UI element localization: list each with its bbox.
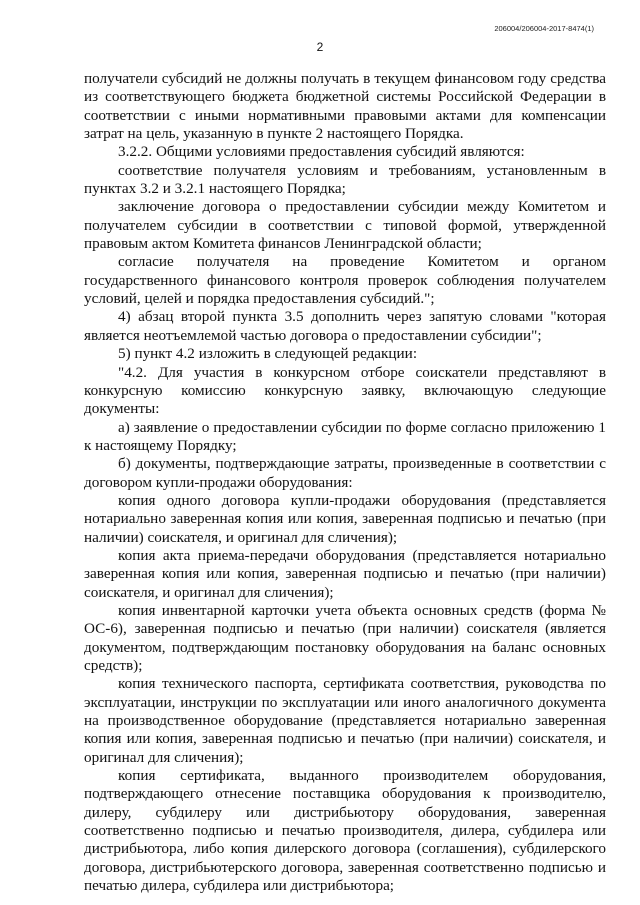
paragraph: согласие получателя на проведение Комитетом и органом государственного финансового контроля проверок соблюдения получателем условий, целей и порядка предоставления субсидий."; (84, 253, 606, 308)
paragraph: получатели субсидий не должны получать в текущем финансовом году средства из соответствующего бюджета бюджетной системы Российской Федерации в соответствии с иными нормативными правовыми актами для компенсации затрат на цель, указанную в пункте 2 настоящего Порядка. (84, 70, 606, 143)
paragraph: соответствие получателя условиям и требованиям, установленным в пунктах 3.2 и 3.2.1 настоящего Порядка; (84, 161, 606, 198)
paragraph: 4) абзац второй пункта 3.5 дополнить через запятую словами "которая является неотъемлемой частью договора о предоставлении субсидии"; (84, 308, 606, 344)
paragraph: копия акта приема-передачи оборудования (представляется нотариально заверенная копия или копия, заверенная подписью и печатью (при наличии) соискателя, и оригинал для сличения); (84, 546, 606, 601)
paragraph: копия сертификата, выданного производителем оборудования, подтверждающего отнесение поставщика оборудования к производителю, дилеру, субдилеру или дистрибьютору оборудования, заверенная соответственно подписью и печатью производителя, дилера, субдилера или дистрибьютора, либо копия дилерского договора (соглашения), субдилерского договора, дистрибьютерского договора, заверенная соответственно подписью и печатью дилера, субдилера или дистрибьютора; (84, 767, 606, 895)
paragraph: копия технического паспорта, сертификата соответствия, руководства по эксплуатации, инструкции по эксплуатации или иного аналогичного документа на производственное оборудование (представляется нотариально заверенная копия или копия, заверенная подписью и печатью (при наличии) соискателя, и оригинал для сличения); (84, 675, 606, 766)
paragraph: 3.2.2. Общими условиями предоставления субсидий являются: (118, 143, 525, 161)
paragraph: копия одного договора купли-продажи оборудования (представляется нотариально заверенная копия или копия, заверенная подписью и печатью (при наличии) соискателя, и оригинал для сличения); (84, 491, 606, 546)
paragraph: 5) пункт 4.2 изложить в следующей редакции: (118, 345, 418, 363)
paragraph: а) заявление о предоставлении субсидии по форме согласно приложению 1 к настоящему Порядку; (84, 418, 606, 454)
paragraph: б) документы, подтверждающие затраты, произведенные в соответствии с договором купли-продажи оборудования: (84, 455, 606, 491)
paragraph: заключение договора о предоставлении субсидии между Комитетом и получателем субсидии в соответствии с типовой формой, утвержденной правовым актом Комитета финансов Ленинградской области; (84, 198, 606, 253)
page-number: 2 (316, 40, 324, 54)
document-id: 206004/206004-2017-8474(1) (494, 24, 594, 33)
document-body (84, 70, 606, 895)
paragraph: копия инвентарной карточки учета объекта основных средств (форма № ОС-6), заверенная подписью и печатью (при наличии) соискателя (является документом, подтверждающим постановку оборудования на баланс основных средств); (84, 601, 606, 674)
paragraph: "4.2. Для участия в конкурсном отборе соискатели представляют в конкурсную комиссию конкурсную заявку, включающую следующие документы: (84, 363, 606, 418)
